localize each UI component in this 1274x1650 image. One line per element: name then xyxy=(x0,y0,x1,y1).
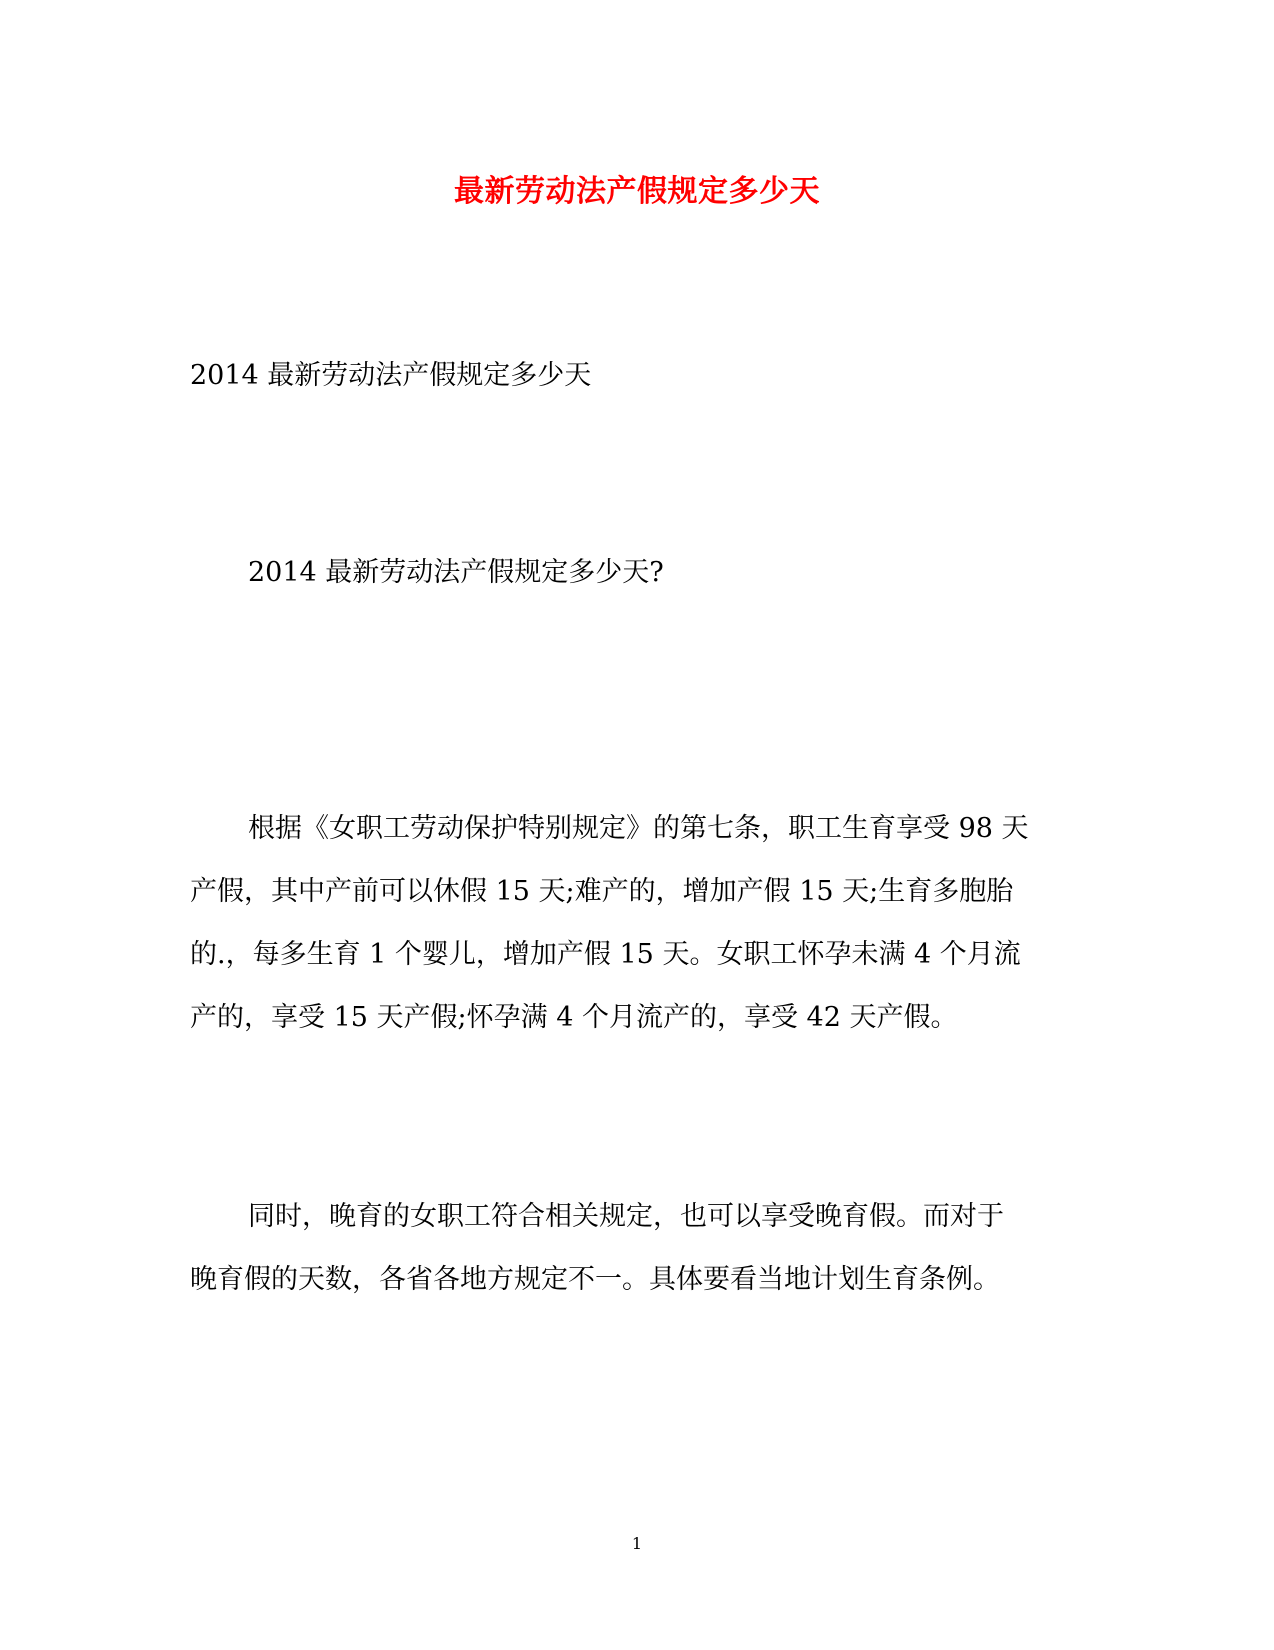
document-question: 2014 最新劳动法产假规定多少天? xyxy=(248,557,664,588)
paragraph-late-childbirth-leave xyxy=(190,1185,1090,1311)
paragraph-line: 同时，晚育的女职工符合相关规定，也可以享受晚育假。而对于 xyxy=(248,1201,1004,1232)
paragraph-line: 的.，每多生育 1 个婴儿，增加产假 15 天。女职工怀孕未满 4 个月流 xyxy=(190,939,1021,970)
paragraph-line: 产的，享受 15 天产假;怀孕满 4 个月流产的，享受 42 天产假。 xyxy=(190,1002,958,1033)
document-heading: 2014 最新劳动法产假规定多少天 xyxy=(190,360,592,391)
paragraph-line: 产假，其中产前可以休假 15 天;难产的，增加产假 15 天;生育多胞胎 xyxy=(190,876,1014,907)
paragraph-line: 晚育假的天数，各省各地方规定不一。具体要看当地计划生育条例。 xyxy=(190,1264,1000,1295)
paragraph-maternity-leave xyxy=(190,797,1090,1049)
page-number: 1 xyxy=(631,1534,643,1553)
document-title: 最新劳动法产假规定多少天 xyxy=(454,174,820,209)
paragraph-line: 根据《女职工劳动保护特别规定》的第七条，职工生育享受 98 天 xyxy=(248,813,1029,844)
